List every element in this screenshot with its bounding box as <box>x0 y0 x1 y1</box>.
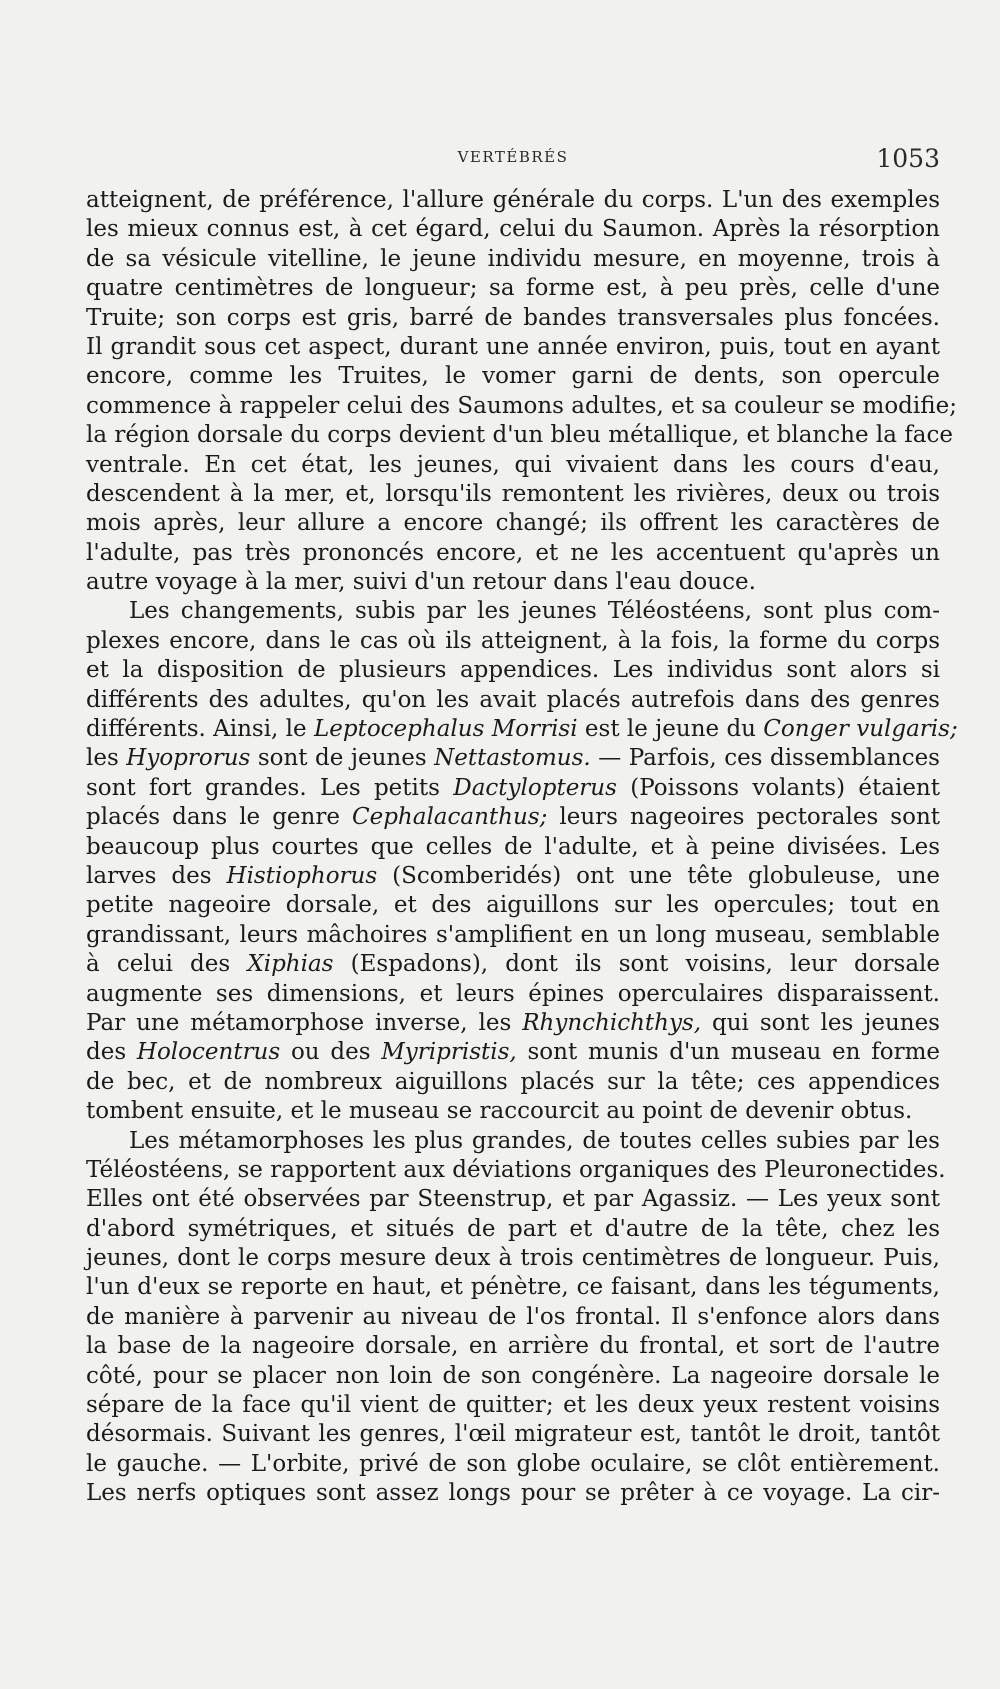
text-run: tombent ensuite, et le museau se raccourcit au point de devenir obtus. <box>86 1098 913 1125</box>
text-run: Par une métamorphose inverse, les <box>86 1009 523 1036</box>
text-line <box>86 774 940 803</box>
text-run: Elles ont été observées par Steenstrup, et par Agassiz. — Les yeux sont <box>86 1186 940 1213</box>
text-run: beaucoup plus courtes que celles de l'adulte, et à peine divisées. Les <box>86 833 940 860</box>
text-line <box>86 921 940 950</box>
text-line <box>86 891 940 920</box>
text-line <box>86 862 940 891</box>
running-head: VERTÉBRÉS <box>457 148 569 166</box>
text-run: jeunes, dont le corps mesure deux à trois centimètres de longueur. Puis, <box>86 1245 940 1272</box>
text-line <box>86 421 953 450</box>
text-run: ou des <box>280 1039 382 1066</box>
text-run: à celui des <box>86 951 248 978</box>
genus-name: Nettastomus. <box>434 745 591 772</box>
text-line <box>86 833 940 862</box>
text-line <box>86 1450 940 1479</box>
genus-name: Cephalacanthus; <box>351 804 548 831</box>
text-line <box>86 980 940 1009</box>
text-line <box>86 1009 940 1038</box>
text-run: atteignent, de préférence, l'allure générale du corps. L'un des exemples <box>86 187 940 213</box>
text-run: grandissant, leurs mâchoires s'amplifient en un long museau, semblable <box>86 921 940 948</box>
text-line <box>86 1156 946 1185</box>
text-run: de sa vésicule vitelline, le jeune individu mesure, en moyenne, trois à <box>86 245 940 272</box>
genus-name: Histiophorus <box>226 862 378 889</box>
text-line <box>86 274 940 303</box>
text-run: mois après, leur allure a encore changé; ils offrent les caractères de <box>86 510 940 537</box>
genus-name: Hyoprorus <box>126 745 251 772</box>
paragraph-start-line <box>86 1127 940 1156</box>
text-line <box>86 950 940 979</box>
text-run: et la disposition de plusieurs appendices. Les individus sont alors si <box>86 657 940 684</box>
text-run: des <box>86 1039 137 1066</box>
text-run: Il grandit sous cet aspect, durant une année environ, puis, tout en ayant <box>86 333 940 360</box>
text-run: — Parfois, ces dissemblances <box>590 745 940 772</box>
text-line <box>86 539 940 568</box>
text-line <box>86 1420 940 1449</box>
text-run: (Espadons), dont ils sont voisins, leur dorsale <box>333 951 940 978</box>
text-run: Les nerfs optiques sont assez longs pour se prêter à ce voyage. La cir- <box>86 1480 940 1507</box>
paragraph-start-line <box>86 597 940 626</box>
text-run: ventrale. En cet état, les jeunes, qui vivaient dans les cours d'eau, <box>86 451 940 478</box>
text-line <box>86 1362 940 1391</box>
text-line <box>86 1303 940 1332</box>
text-run: la base de la nageoire dorsale, en arrière du frontal, et sort de l'autre <box>86 1333 940 1360</box>
text-run: quatre centimètres de longueur; sa forme est, à peu près, celle d'une <box>86 275 940 302</box>
text-line <box>86 627 940 656</box>
body-text <box>86 186 958 1509</box>
text-run: l'un d'eux se reporte en haut, et pénètre, ce faisant, dans les téguments, <box>86 1274 940 1301</box>
genus-name: Xiphias <box>247 951 334 978</box>
text-run: (Scomberidés) ont une tête globuleuse, une <box>377 862 941 889</box>
text-run: d'abord symétriques, et situés de part et d'autre de la tête, chez les <box>86 1215 940 1242</box>
text-run: Truite; son corps est gris, barré de bandes transversales plus foncées. <box>86 304 940 331</box>
genus-name: Rhynchichthys, <box>522 1009 702 1036</box>
text-run: les <box>86 745 127 772</box>
text-run: qui sont les jeunes <box>701 1009 940 1036</box>
text-line <box>86 803 940 832</box>
text-line <box>86 1332 940 1361</box>
text-line <box>86 215 940 244</box>
text-run: leurs nageoires pectorales sont <box>547 804 940 831</box>
text-line <box>86 1244 940 1273</box>
text-line <box>86 568 940 597</box>
text-line <box>86 1068 940 1097</box>
text-run: larves des <box>86 862 227 889</box>
text-run: sépare de la face qu'il vient de quitter; et les deux yeux restent voisins <box>86 1392 940 1419</box>
text-line <box>86 656 940 685</box>
text-line <box>86 509 940 538</box>
text-run: petite nageoire dorsale, et des aiguillons sur les opercules; tout en <box>86 892 940 919</box>
text-run: placés dans le genre <box>86 804 352 831</box>
text-run: Les changements, subis par les jeunes Téléostéens, sont plus com- <box>129 598 940 625</box>
species-name: Conger vulgaris; <box>763 716 958 743</box>
text-run: différents des adultes, qu'on les avait placés autrefois dans des genres <box>86 686 940 713</box>
text-line <box>86 1097 940 1126</box>
text-run: sont fort grandes. Les petits <box>86 774 454 801</box>
text-run: différents. Ainsi, le <box>86 716 314 743</box>
text-line <box>86 1185 940 1214</box>
text-line <box>86 1391 940 1420</box>
text-run: de manière à parvenir au niveau de l'os frontal. Il s'enfonce alors dans <box>86 1303 940 1330</box>
page-header <box>86 144 940 172</box>
text-run: descendent à la mer, et, lorsqu'ils remontent les rivières, deux ou trois <box>86 480 940 507</box>
text-run: plexes encore, dans le cas où ils atteignent, à la fois, la forme du corps <box>86 627 940 654</box>
genus-name: Myripristis, <box>381 1039 517 1066</box>
text-line <box>86 304 940 333</box>
text-run: augmente ses dimensions, et leurs épines operculaires disparaissent. <box>86 980 940 1007</box>
genus-name: Holocentrus <box>136 1039 281 1066</box>
text-run: la région dorsale du corps devient d'un bleu métallique, et blanche la face <box>86 422 953 449</box>
text-line <box>86 1038 940 1067</box>
text-run: Les métamorphoses les plus grandes, de toutes celles subies par les <box>129 1127 940 1154</box>
text-line <box>86 1273 940 1302</box>
species-name: Leptocephalus Morrisi <box>313 716 578 743</box>
page-number: 1053 <box>876 144 940 173</box>
text-line <box>86 480 940 509</box>
text-line <box>86 744 940 773</box>
text-run: l'adulte, pas très prononcés encore, et ne les accentuent qu'après un <box>86 539 940 566</box>
text-run: de bec, et de nombreux aiguillons placés sur la tête; ces appendices <box>86 1068 940 1095</box>
text-run: (Poissons volants) étaient <box>616 774 940 801</box>
text-run: Téléostéens, se rapportent aux déviations organiques des Pleuronectides. <box>86 1156 946 1183</box>
text-run: est le jeune du <box>577 716 764 743</box>
text-run: côté, pour se placer non loin de son congénère. La nageoire dorsale le <box>86 1362 940 1389</box>
text-run: sont munis d'un museau en forme <box>516 1039 940 1066</box>
text-line <box>86 1479 940 1508</box>
text-line <box>86 333 940 362</box>
text-run: désormais. Suivant les genres, l'œil migrateur est, tantôt le droit, tantôt <box>86 1421 940 1448</box>
text-line <box>86 245 940 274</box>
text-run: sont de jeunes <box>250 745 435 772</box>
text-line <box>86 186 940 215</box>
text-run: autre voyage à la mer, suivi d'un retour dans l'eau douce. <box>86 569 756 596</box>
genus-name: Dactylopterus <box>453 774 617 801</box>
text-run: le gauche. — L'orbite, privé de son globe oculaire, se clôt entièrement. <box>86 1450 940 1477</box>
text-line <box>86 686 940 715</box>
text-run: les mieux connus est, à cet égard, celui du Saumon. Après la résorption <box>86 216 940 243</box>
text-line <box>86 392 957 421</box>
text-line <box>86 362 940 391</box>
text-run: encore, comme les Truites, le vomer garni de dents, son opercule <box>86 363 940 390</box>
text-line <box>86 451 940 480</box>
text-line <box>86 1215 940 1244</box>
text-line <box>86 715 958 744</box>
text-run: commence à rappeler celui des Saumons adultes, et sa couleur se modifie; <box>86 392 957 419</box>
